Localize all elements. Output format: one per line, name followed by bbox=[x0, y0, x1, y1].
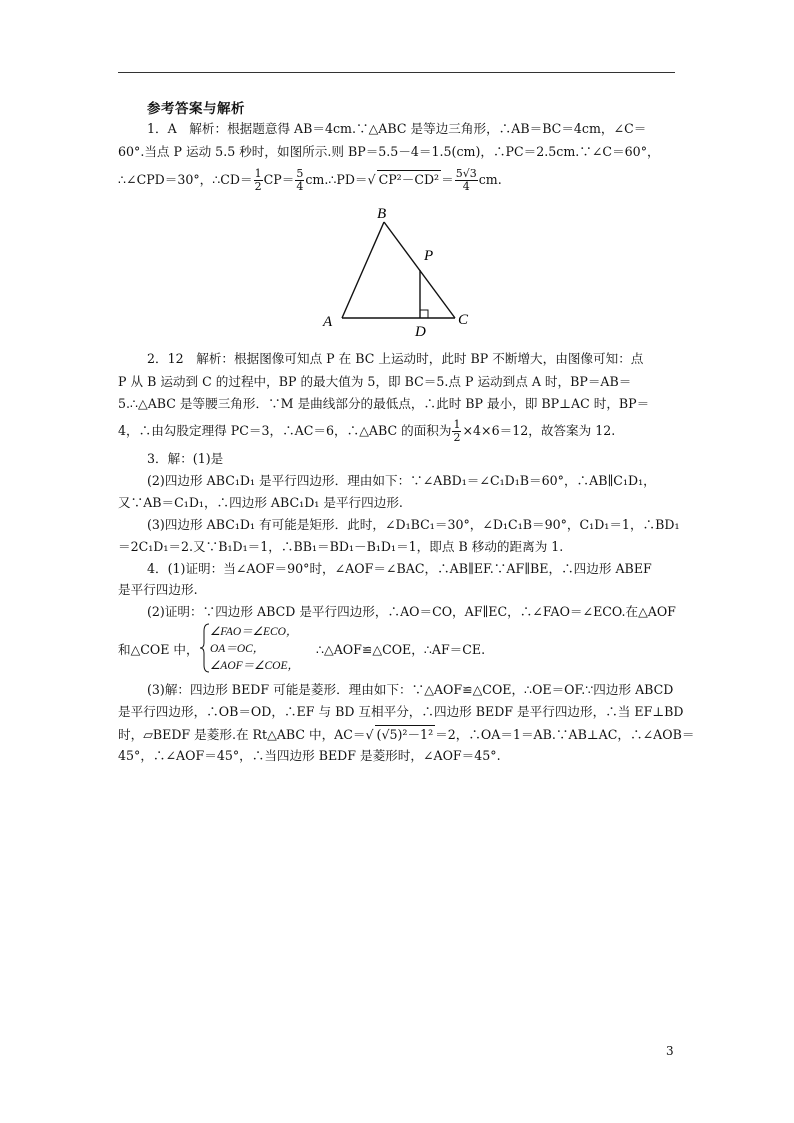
q1-line-3: ∴∠CPD＝30°，∴CD＝ $\frac{1}{2}$ CP＝ $\frac{5}{4}$ cm.∴PD＝√ CP²－CD² ＝ $\frac{5√3}{4}$ cm. bbox=[118, 167, 502, 193]
system-line-2: OA＝OC， bbox=[210, 643, 265, 655]
q2-line-3: 5.∴△ABC 是等腰三角形．∵M 是曲线部分的最低点，∴此时 BP 最小，即 BP⊥AC 时，BP＝ bbox=[118, 396, 650, 411]
section-heading: 参考答案与解析 bbox=[147, 101, 245, 117]
q3-line-2: (2)四边形 ABC₁D₁ 是平行四边形．理由如下：∵∠ABD₁＝∠C₁D₁B＝60°，∴AB∥C₁D₁， bbox=[147, 473, 656, 488]
right-angle-mark bbox=[420, 310, 428, 318]
fraction-result: $\frac{5√3}{4}$ bbox=[455, 167, 477, 193]
q4-line-8: 45°，∴∠AOF＝45°，∴当四边形 BEDF 是菱形时，∠AOF＝45°. bbox=[118, 748, 501, 763]
q4-line-2: 是平行四边形. bbox=[118, 582, 198, 597]
sqrt-expression: CP²－CD² bbox=[378, 172, 440, 187]
fraction-one-half: $\frac{1}{2}$ bbox=[453, 418, 461, 444]
q4-line-7: 时，▱BEDF 是菱形.在 Rt△ABC 中，AC＝√ (√5)²－1² ＝2，∴OA＝1＝AB.∵AB⊥AC，∴∠AOB＝ bbox=[118, 727, 695, 742]
q3-line-4: (3)四边形 ABC₁D₁ 有可能是矩形．此时，∠D₁BC₁＝30°，∠D₁C₁B＝90°，C₁D₁＝1，∴BD₁ bbox=[147, 517, 680, 532]
page-number: 3 bbox=[666, 1044, 674, 1058]
fraction-five-fourths: $\frac{5}{4}$ bbox=[296, 167, 304, 193]
q2-line-4: 4，∴由勾股定理得 PC＝3，∴AC＝6，∴△ABC 的面积为 $\frac{1}{2}$ ×4×6＝12，故答案为 12. bbox=[118, 418, 616, 444]
sqrt-expression: (√5)²－1² bbox=[376, 727, 434, 742]
q4-line-4b: ∴△AOF≌△COE，∴AF＝CE. bbox=[316, 642, 486, 657]
label-b: B bbox=[377, 206, 387, 222]
system-line-1: ∠FAO＝∠ECO， bbox=[210, 626, 298, 638]
q3-line-3: 又∵AB＝C₁D₁，∴四边形 ABC₁D₁ 是平行四边形. bbox=[118, 495, 403, 510]
q3-line-5: ＝2C₁D₁＝2.又∵B₁D₁＝1，∴BB₁＝BD₁－B₁D₁＝1，即点 B 移动的距离为 1. bbox=[118, 539, 564, 554]
system-line-3: ∠AOF＝∠COE， bbox=[210, 660, 299, 672]
side-ab bbox=[342, 222, 384, 318]
q4-line-1: 4．(1)证明：当∠AOF＝90°时，∠AOF＝∠BAC，∴AB∥EF.∵AF∥BE，∴四边形 ABEF bbox=[147, 561, 652, 576]
brace-symbol bbox=[200, 623, 210, 673]
q4-line-6: 是平行四边形，∴OB＝OD，∴EF 与 BD 互相平分，∴四边形 BEDF 是平行四边形，∴当 EF⊥BD bbox=[118, 704, 684, 719]
label-a: A bbox=[323, 314, 333, 330]
q3-line-1: 3．解：(1)是 bbox=[147, 451, 224, 466]
q4-line-5: (3)解：四边形 BEDF 可能是菱形．理由如下：∵△AOF≌△COE，∴OE＝OF.∵四边形 ABCD bbox=[147, 682, 674, 697]
fraction-one-half: $\frac{1}{2}$ bbox=[254, 167, 262, 193]
triangle-figure bbox=[315, 205, 485, 340]
q4-line-3: (2)证明：∵四边形 ABCD 是平行四边形，∴AO＝CO，AF∥EC，∴∠FAO＝∠ECO.在△AOF bbox=[147, 604, 676, 619]
label-c: C bbox=[458, 312, 469, 328]
q2-line-1: 2．12 解析：根据图像可知点 P 在 BC 上运动时，此时 BP 不断增大，由图像可知：点 bbox=[147, 351, 644, 366]
q1-line-1: 1．A 解析：根据题意得 AB＝4cm.∵△ABC 是等边三角形，∴AB＝BC＝4cm，∠C＝ bbox=[147, 121, 647, 136]
label-p: P bbox=[424, 248, 434, 264]
header-rule bbox=[118, 72, 675, 73]
q2-line-2: P 从 B 运动到 C 的过程中，BP 的最大值为 5，即 BC＝5.点 P 运动到点 A 时，BP＝AB＝ bbox=[118, 374, 632, 389]
label-d: D bbox=[415, 324, 426, 340]
q1-line-2: 60°.当点 P 运动 5.5 秒时，如图所示.则 BP＝5.5－4＝1.5(cm)，∴PC＝2.5cm.∵∠C＝60°， bbox=[118, 144, 660, 159]
q4-line-4a: 和△COE 中， bbox=[118, 642, 199, 657]
